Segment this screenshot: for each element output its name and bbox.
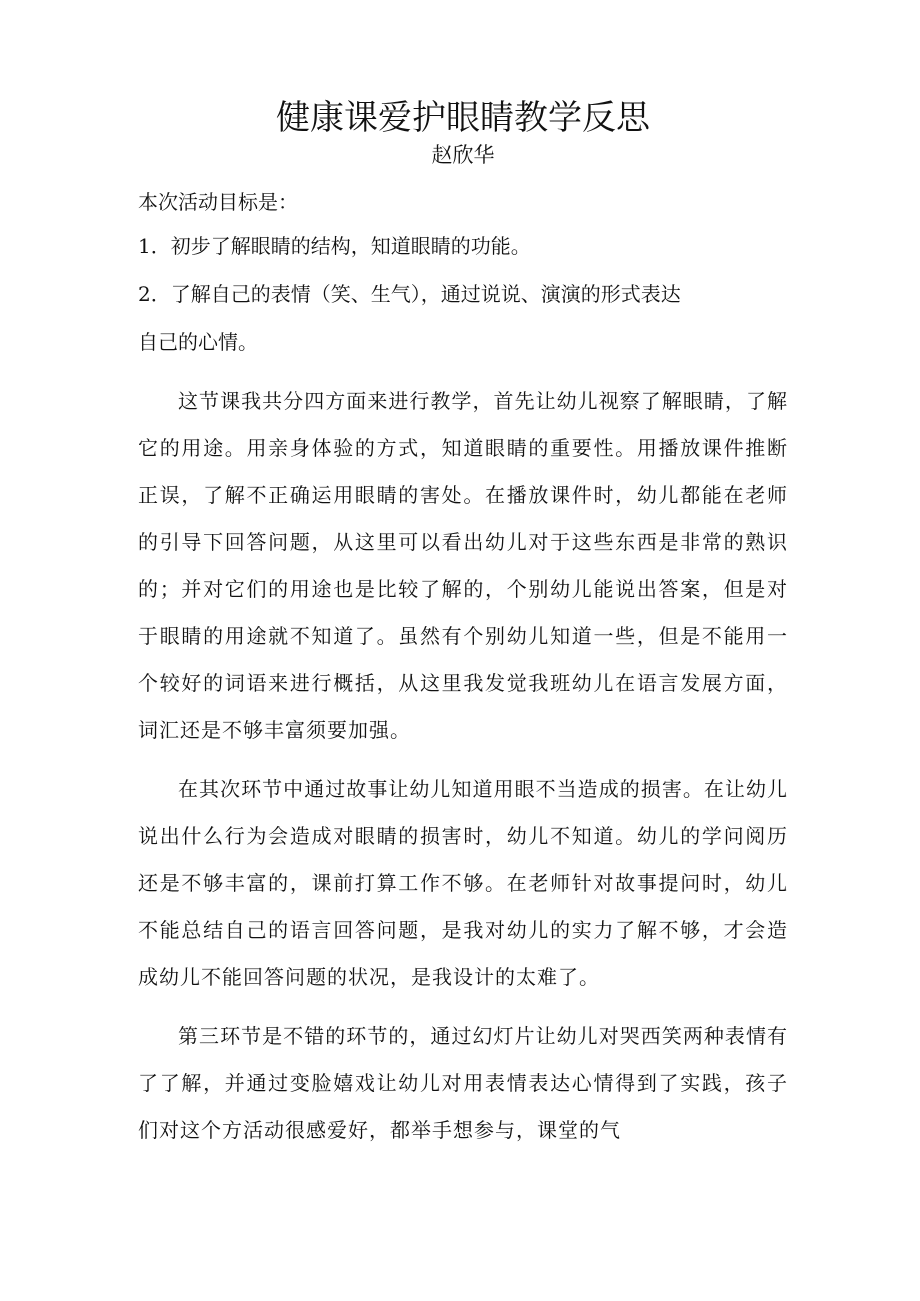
paragraph-2: 在其次环节中通过故事让幼儿知道用眼不当造成的损害。在让幼儿说出什么行为会造成对眼睛的损害时，幼儿不知道。幼儿的学问阅历还是不够丰富的，课前打算工作不够。在老师针对故事提问时，幼儿不能总结自己的语言回答问题，是我对幼儿的实力了解不够，才会造成幼儿不能回答问题的状况，是我设计的太难了。 [138, 777, 788, 989]
paragraph-3: 第三环节是不错的环节的，通过幻灯片让幼儿对哭西笑两种表情有了了解，并通过变脸嬉戏让幼儿对用表情表达心情得到了实践，孩子们对这个方活动很感爱好，都举手想参与，课堂的气 [138, 1024, 788, 1142]
goals-label: 本次活动目标是： [138, 190, 298, 214]
goal-item-2-line-2: 自己的心情。 [138, 330, 258, 354]
document-title: 健康课爱护眼睛教学反思 [276, 98, 650, 138]
author-name: 赵欣华 [431, 143, 495, 167]
goal-item-2-line-1: 2．了解自己的表情（笑、生气），通过说说、演演的形式表达 [138, 282, 681, 306]
goal-item-1: 1．初步了解眼睛的结构，知道眼睛的功能。 [138, 234, 531, 258]
paragraph-1: 这节课我共分四方面来进行教学，首先让幼儿视察了解眼睛，了解它的用途。用亲身体验的方式，知道眼睛的重要性。用播放课件推断正误，了解不正确运用眼睛的害处。在播放课件时，幼儿都能在老师的引导下回答问题，从这里可以看出幼儿对于这些东西是非常的熟识的；并对它们的用途也是比较了解的，个别幼儿能说出答案，但是对于眼睛的用途就不知道了。虽然有个别幼儿知道一些，但是不能用一个较好的词语来进行概括，从这里我发觉我班幼儿在语言发展方面，词汇还是不够丰富须要加强。 [138, 389, 788, 742]
document-page [138, 96, 788, 1154]
